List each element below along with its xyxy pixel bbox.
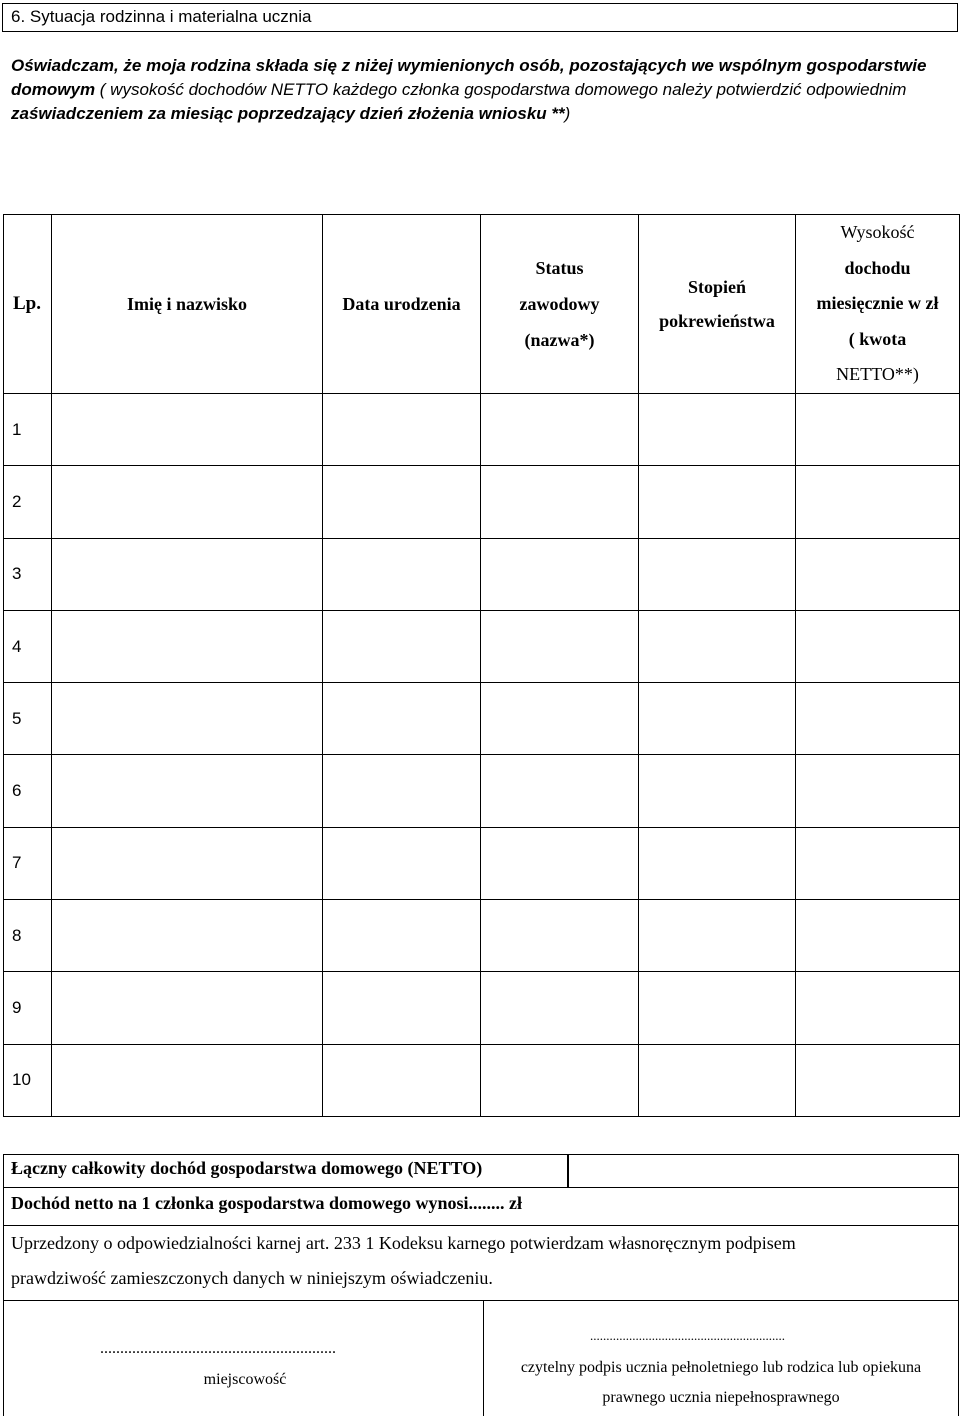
table-row [4,827,960,899]
relation-cell[interactable] [639,466,796,538]
status-cell[interactable] [481,972,639,1044]
total-income-field[interactable] [567,1154,959,1188]
income-cell[interactable] [796,1044,960,1116]
birth-date-cell[interactable] [323,394,481,466]
relation-cell[interactable] [639,827,796,899]
header-income-line2: dochodu [844,257,911,278]
name-cell[interactable] [52,827,323,899]
income-cell[interactable] [796,538,960,610]
income-cell[interactable] [796,972,960,1044]
table-row [4,538,960,610]
birth-date-cell[interactable] [323,683,481,755]
table-row [4,683,960,755]
declaration-line2: prawdziwość zamieszczonych danych w niniejszym oświadczeniu. [11,1268,493,1288]
relation-cell[interactable] [639,900,796,972]
relation-cell[interactable] [639,972,796,1044]
place-field[interactable]: ........................................................... [100,1340,336,1357]
row-number: 2 [4,466,52,538]
row-number: 7 [4,827,52,899]
header-name: Imię i nazwisko [52,215,323,394]
income-cell[interactable] [796,610,960,682]
name-cell[interactable] [52,466,323,538]
income-cell[interactable] [796,394,960,466]
name-cell[interactable] [52,394,323,466]
header-birth-date: Data urodzenia [323,215,481,394]
income-cell[interactable] [796,900,960,972]
birth-date-cell[interactable] [323,900,481,972]
name-cell[interactable] [52,972,323,1044]
header-income-line4: ( kwota [848,328,907,349]
name-cell[interactable] [52,610,323,682]
total-income-label: Łączny całkowity dochód gospodarstwa domowego (NETTO) [3,1154,569,1188]
intro-bold-part: Oświadczam, że moja rodzina składa się z niżej wymienionych osób, pozostających we wspólnym gospodarstwie domowym [11,56,927,99]
row-number: 4 [4,610,52,682]
header-lp: Lp. [4,215,52,394]
status-cell[interactable] [481,900,639,972]
header-status-line3: (nazwa*) [524,330,595,350]
birth-date-cell[interactable] [323,827,481,899]
birth-date-cell[interactable] [323,972,481,1044]
signature-field[interactable]: ............................................................ [590,1328,785,1343]
header-relation [639,215,796,394]
intro-note: ( wysokość dochodów NETTO każdego członka gospodarstwa domowego należy potwierdzić odpowiednim [95,80,907,99]
row-number: 6 [4,755,52,827]
status-cell[interactable] [481,683,639,755]
row-number: 8 [4,900,52,972]
header-status-line1: Status [535,258,584,278]
row-number: 10 [4,1044,52,1116]
income-cell[interactable] [796,466,960,538]
table-row [4,972,960,1044]
status-cell[interactable] [481,466,639,538]
intro-statement [11,54,951,126]
intro-close: ) [564,104,571,123]
header-relation-line2: pokrewieństwa [659,311,775,331]
declaration-line1: Uprzedzony o odpowiedzialności karnej art. 233 1 Kodeksu karnego potwierdzam własnoręcznym podpisem [11,1233,796,1253]
relation-cell[interactable] [639,755,796,827]
status-cell[interactable] [481,538,639,610]
status-cell[interactable] [481,827,639,899]
name-cell[interactable] [52,538,323,610]
birth-date-cell[interactable] [323,610,481,682]
header-status [481,215,639,394]
income-cell[interactable] [796,683,960,755]
header-relation-line1: Stopień [687,277,747,297]
name-cell[interactable] [52,900,323,972]
total-income-row [3,1154,959,1188]
row-number: 5 [4,683,52,755]
relation-cell[interactable] [639,1044,796,1116]
header-income-line1: Wysokość [840,222,915,243]
name-cell[interactable] [52,755,323,827]
relation-cell[interactable] [639,394,796,466]
relation-cell[interactable] [639,538,796,610]
table-row [4,900,960,972]
table-row [4,1044,960,1116]
row-number: 1 [4,394,52,466]
income-cell[interactable] [796,755,960,827]
row-number: 3 [4,538,52,610]
signature-divider [483,1300,484,1416]
table-header-row [4,215,960,394]
header-income [796,215,960,394]
birth-date-cell[interactable] [323,755,481,827]
name-cell[interactable] [52,683,323,755]
row-number: 9 [4,972,52,1044]
status-cell[interactable] [481,610,639,682]
section-title: 6. Sytuacja rodzinna i materialna ucznia [2,3,958,32]
table-row [4,610,960,682]
place-label: miejscowość [203,1371,287,1388]
birth-date-cell[interactable] [323,1044,481,1116]
header-income-line3: miesięcznie w zł [816,293,939,314]
name-cell[interactable] [52,1044,323,1116]
intro-bold-note: zaświadczeniem za miesiąc poprzedzający dzień złożenia wniosku ** [11,104,565,123]
status-cell[interactable] [481,394,639,466]
declaration-text [3,1226,959,1301]
table-row [4,394,960,466]
status-cell[interactable] [481,755,639,827]
signature-label: czytelny podpis ucznia pełnoletniego lub rodzica lub opiekuna prawnego ucznia niepełnosprawnego [520,1359,922,1406]
income-cell[interactable] [796,827,960,899]
header-income-line5: NETTO**) [836,364,919,385]
relation-cell[interactable] [639,683,796,755]
birth-date-cell[interactable] [323,538,481,610]
table-row [4,466,960,538]
birth-date-cell[interactable] [323,466,481,538]
income-per-member: Dochód netto na 1 członka gospodarstwa domowego wynosi........ zł [3,1188,959,1226]
header-status-line2: zawodowy [519,294,600,314]
family-members-table [3,214,960,1117]
table-row [4,755,960,827]
status-cell[interactable] [481,1044,639,1116]
relation-cell[interactable] [639,610,796,682]
